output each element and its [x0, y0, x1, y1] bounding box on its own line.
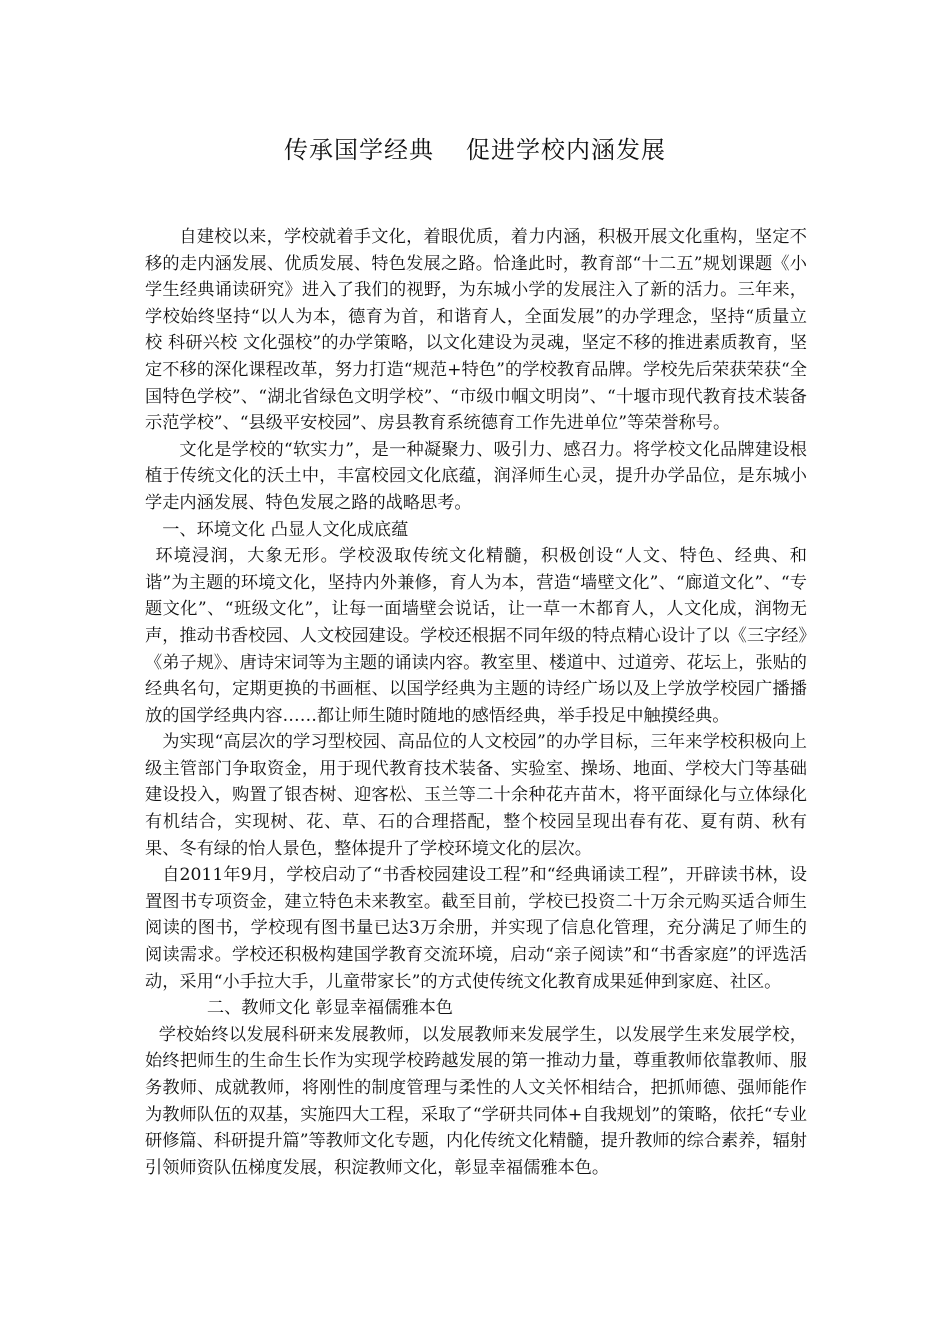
paragraph-campus-goal: 为实现“高层次的学习型校园、高品位的人文校园”的办学目标，三年来学校积极向上级主管部门争取资金，用于现代教育技术装备、实验室、操场、地面、学校大门等基础建设投入，购置了银杏树、迎客松、玉兰等二十余种花卉苗木，将平面绿化与立体绿化有机结合，实现树、花、草、石的合理搭配，整个校园呈现出春有花、夏有荫、秋有果、冬有绿的怡人景色，整体提升了学校环境文化的层次。: [145, 732, 807, 859]
document-body: [145, 224, 807, 1181]
paragraph-teacher: 学校始终以发展科研来发展教师，以发展教师来发展学生，以发展学生来发展学校，始终把师生的生命生长作为实现学校跨越发展的第一推动力量，尊重教师依靠教师、服务教师、成就教师，将刚性的制度管理与柔性的人文关怀相结合，把抓师德、强师能作为教师队伍的双基，实施四大工程，采取了“学研共同体+自我规划”的策略，依托“专业研修篇、科研提升篇”等教师文化专题，内化传统文化精髓，提升教师的综合素养，辐射引领师资队伍梯度发展，积淀教师文化，彰显幸福儒雅本色。: [145, 1024, 807, 1178]
title-part-2: 促进学校内涵发展: [466, 136, 666, 164]
document-title: [0, 133, 950, 167]
section-heading-environment: 一、环境文化 凸显人文化成底蕴: [162, 519, 409, 540]
paragraph-intro: 自建校以来，学校就着手文化，着眼优质，着力内涵，积极开展文化重构，坚定不移的走内涵发展、优质发展、特色发展之路。恰逢此时，教育部“十二五”规划课题《小学生经典诵读研究》进入了我们的视野，为东城小学的发展注入了新的活力。三年来，学校始终坚持“以人为本，德育为首，和谐育人，全面发展”的办学理念，坚持“质量立校 科研兴校 文化强校”的办学策略，以文化建设为灵魂，坚定不移的推进素质教育，坚定不移的深化课程改革，努力打造“规范+特色”的学校教育品牌。学校先后荣获荣获“全国特色学校”、“湖北省绿色文明学校”、“市级巾帼文明岗”、“十堰市现代教育技术装备示范学校”、“县级平安校园”、房县教育系统德育工作先进单位”等荣誉称号。: [145, 227, 807, 434]
paragraph-culture: 文化是学校的“软实力”，是一种凝聚力、吸引力、感召力。将学校文化品牌建设根植于传统文化的沃土中，丰富校园文化底蕴，润泽师生心灵，提升办学品位，是东城小学走内涵发展、特色发展之路的战略思考。: [145, 439, 807, 513]
paragraph-environment: 环境浸润，大象无形。学校汲取传统文化精髓，积极创设“人文、特色、经典、和谐”为主题的环境文化，坚持内外兼修，育人为本，营造“墙壁文化”、“廊道文化”、“专题文化”、“班级文化”，让每一面墙壁会说话，让一草一木都育人，人文化成，润物无声，推动书香校园、人文校园建设。学校还根据不同年级的特点精心设计了以《三字经》《弟子规》、唐诗宋词等为主题的诵读内容。教室里、楼道中、过道旁、花坛上，张贴的经典名句，定期更换的书画框、以国学经典为主题的诗经广场以及上学放学校园广播播放的国学经典内容……都让师生随时随地的感悟经典，举手投足中触摸经典。: [145, 546, 807, 726]
section-heading-teacher: 二、教师文化 彰显幸福儒雅本色: [206, 998, 453, 1019]
paragraph-reading-project: 自2011年9月，学校启动了“书香校园建设工程”和“经典诵读工程”，开辟读书林，设置图书专项资金，建立特色未来教室。截至目前，学校已投资二十万余元购买适合师生阅读的图书，学校现有图书量已达3万余册，并实现了信息化管理，充分满足了师生的阅读需求。学校还积极构建国学教育交流环境，启动“亲子阅读”和“书香家庭”的评选活动，采用“小手拉大手，儿童带家长”的方式使传统文化教育成果延伸到家庭、社区。: [145, 865, 807, 992]
title-part-1: 传承国学经典: [284, 136, 434, 164]
